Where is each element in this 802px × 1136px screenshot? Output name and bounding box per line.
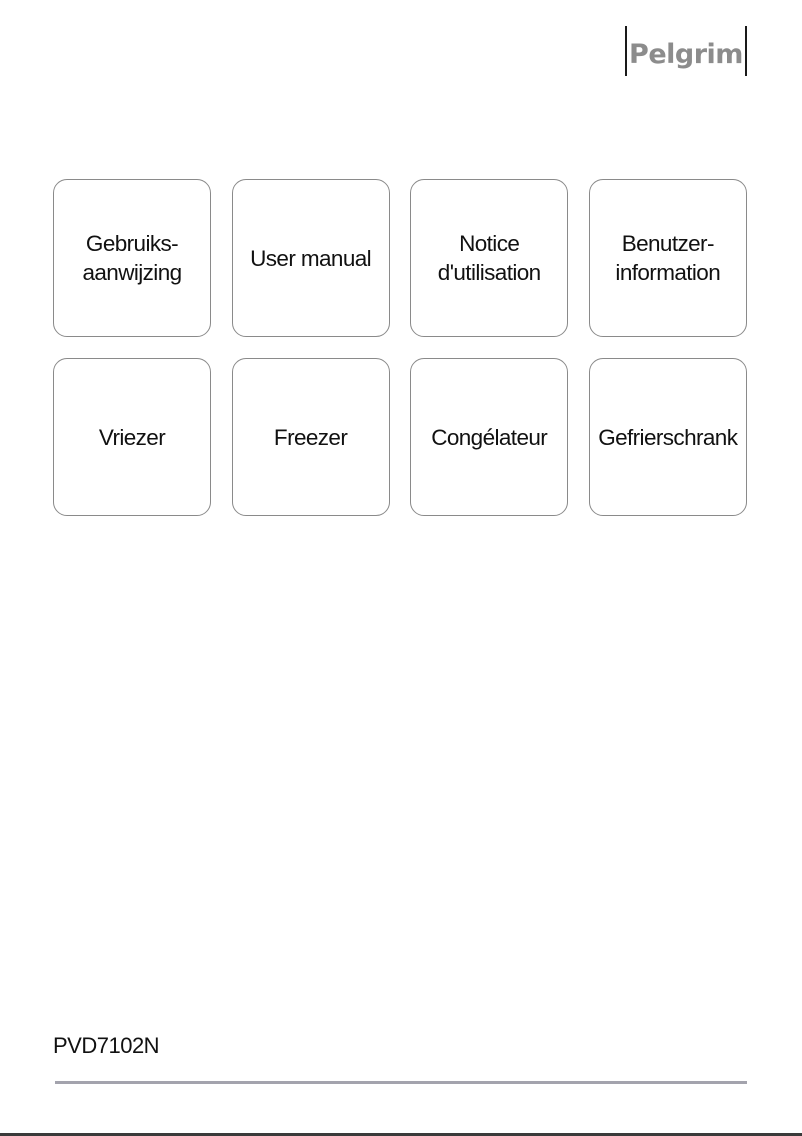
box-en-manual — [232, 179, 390, 337]
box-label: Congélateur — [431, 424, 548, 450]
bottom-divider — [55, 1081, 747, 1084]
box-label: Benutzer- information — [615, 231, 721, 285]
pelgrim-logo — [625, 26, 747, 76]
box-label: Gefrierschrank — [598, 424, 738, 450]
logo-text: Pelgrim — [629, 38, 743, 70]
box-nl-product — [53, 358, 211, 516]
language-grid — [53, 179, 747, 516]
box-label: Gebruiks- aanwijzing — [82, 231, 182, 285]
box-label: User manual — [250, 245, 372, 271]
box-label: Notice d'utilisation — [437, 231, 541, 285]
box-de-manual — [589, 179, 747, 337]
model-number: PVD7102N — [53, 1033, 160, 1058]
box-de-product — [589, 358, 747, 516]
box-en-product — [232, 358, 390, 516]
box-nl-manual — [53, 179, 211, 337]
box-label: Freezer — [273, 424, 348, 450]
box-label: Vriezer — [98, 424, 166, 450]
box-fr-product — [410, 358, 568, 516]
box-fr-manual — [410, 179, 568, 337]
